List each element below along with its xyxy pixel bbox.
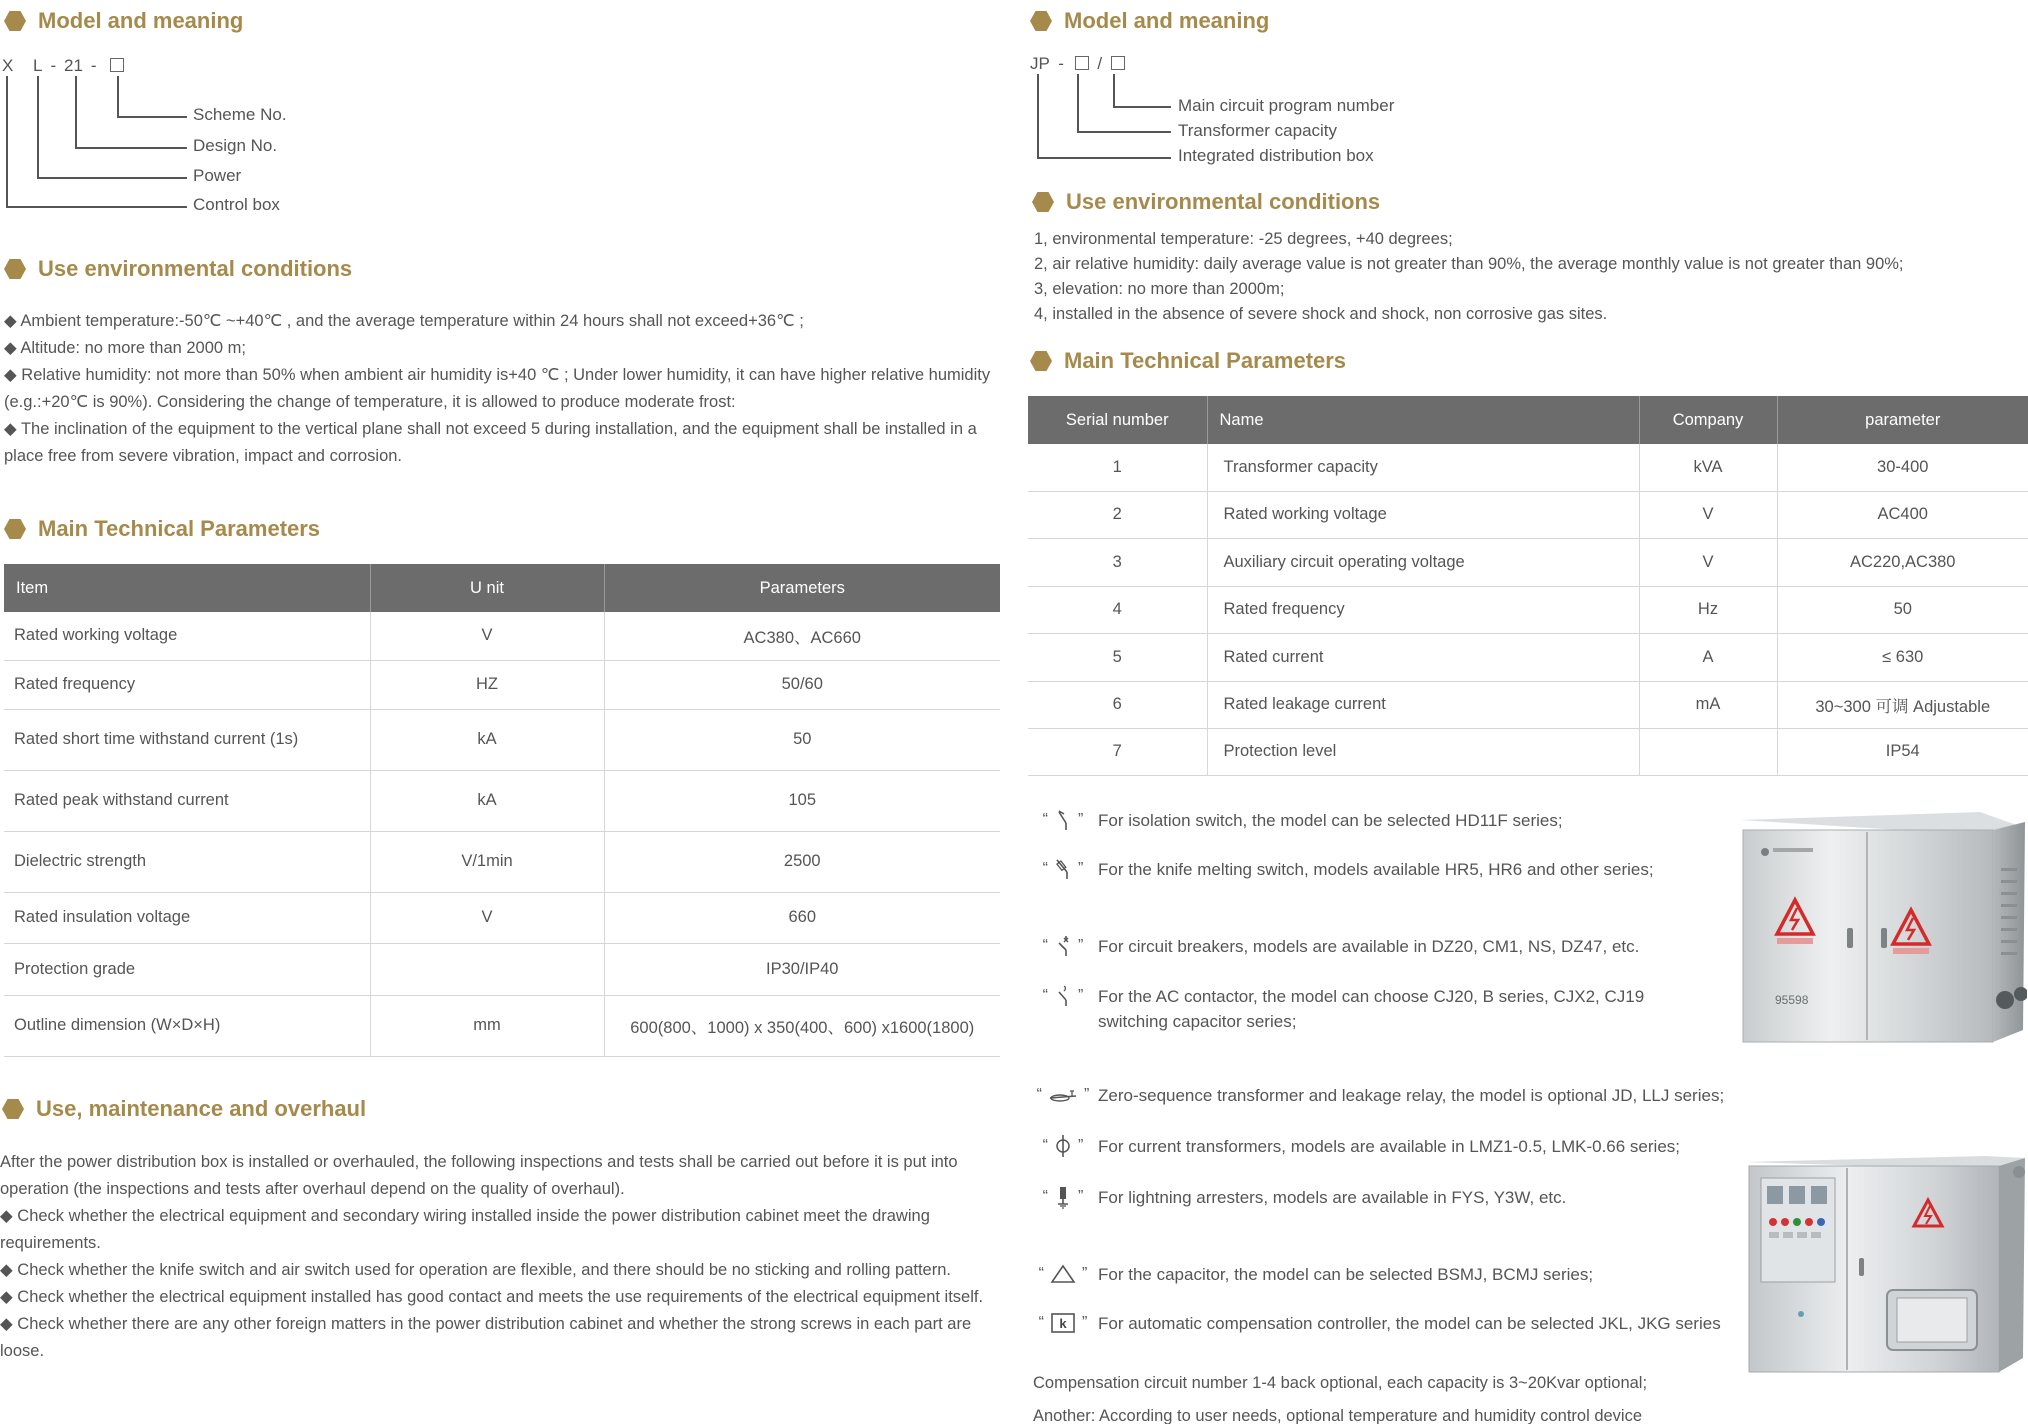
right-params-title: Main Technical Parameters — [1030, 348, 1346, 374]
caption-main-circuit-program-number: Main circuit program number — [1178, 96, 1395, 115]
caption-control-box: Control box — [193, 195, 280, 214]
code-placeholder-square — [1111, 56, 1125, 70]
caption-transformer-capacity: Transformer capacity — [1178, 121, 1338, 140]
right-model-title: Model and meaning — [1030, 8, 1269, 34]
knife-fuse-switch-symbol-icon — [1054, 857, 1072, 881]
caption-scheme-no: Scheme No. — [193, 105, 287, 124]
compensation-controller-k-symbol-icon — [1050, 1312, 1076, 1334]
table-row: 4 Rated frequency Hz 50 — [1028, 586, 2028, 633]
cabinet-label-95598: 95598 — [1775, 993, 1809, 1007]
table-row: 1 Transformer capacity kVA 30-400 — [1028, 444, 2028, 491]
circuit-breaker-symbol-icon — [1054, 934, 1072, 958]
code-part-jp: JP — [1030, 54, 1050, 73]
stainless-compensation-cabinet-image — [1735, 1148, 2027, 1378]
symbol-row-circuit-breaker: “ ” For circuit breakers, models are available in DZ20, CM1, NS, DZ47, etc. — [1028, 934, 1748, 959]
hexagon-bullet-icon — [4, 259, 26, 279]
caption-design-no: Design No. — [193, 136, 278, 155]
table-row: Rated frequency HZ 50/60 — [4, 660, 1000, 709]
hexagon-bullet-icon — [1032, 192, 1054, 212]
symbol-row-lightning-arrester: “ ” For lightning arresters, models are available in FYS, Y3W, etc. — [1028, 1185, 1748, 1210]
symbol-row-knife-fuse-switch: “ ” For the knife melting switch, models available HR5, HR6 and other series; — [1028, 857, 1748, 882]
symbol-row-zero-sequence-transformer: “ ” Zero-sequence transformer and leakage relay, the model is optional JD, LLJ series; — [1028, 1083, 1748, 1108]
hexagon-bullet-icon — [1030, 351, 1052, 371]
table-row: Rated short time withstand current (1s) kA 50 — [4, 709, 1000, 770]
caption-integrated-distribution-box: Integrated distribution box — [1178, 146, 1374, 165]
table-row: Rated peak withstand current kA 105 — [4, 770, 1000, 831]
right-env-title: Use environmental conditions — [1032, 189, 1380, 215]
table-row: Rated working voltage V AC380、AC660 — [4, 612, 1000, 660]
code-placeholder-square — [110, 58, 124, 72]
table-row: Outline dimension (W×D×H) mm 600(800、1000) x 350(400、600) x1600(1800) — [4, 995, 1000, 1056]
svg-text:k: k — [1059, 1316, 1067, 1331]
ac-contactor-symbol-icon — [1054, 984, 1072, 1008]
symbol-row-isolation-switch: “ ” For isolation switch, the model can be selected HD11F series; — [1028, 808, 1748, 833]
isolation-switch-symbol-icon — [1054, 808, 1072, 832]
symbol-row-current-transformer: “ ” For current transformers, models are available in LMZ1-0.5, LMK-0.66 series; — [1028, 1134, 1748, 1159]
table-row: Protection grade IP30/IP40 — [4, 943, 1000, 995]
right-params-table — [1028, 396, 2028, 776]
zero-sequence-transformer-symbol-icon — [1048, 1083, 1078, 1107]
left-maint-text: After the power distribution box is installed or overhauled, the following inspections and tests shall be carried out before it is put into operation (the inspections and tests after overhaul depend on the quality of overhaul). ◆ Check whether the electrical equipment and secondary wiring installed inside the power distribution cabinet meet the drawing requirements. ◆ Check whether the knife switch and air switch used for operation are flexible, and there should be no sticking and rolling pattern. ◆ Check whether the electrical equipment installed has good contact and meets the use requirements of the electrical equipment itself. ◆ Check whether there are any other foreign matters in the power distribution cabinet and whether the strong screws in each part are loose. — [0, 1153, 984, 1360]
table-row: Rated insulation voltage V 660 — [4, 892, 1000, 943]
hexagon-bullet-icon — [1030, 11, 1052, 31]
stainless-distribution-cabinet-image — [1735, 808, 2027, 1051]
table-row: 6 Rated leakage current mA 30~300 可调 Adjustable — [1028, 681, 2028, 728]
symbol-row-compensation-controller: “ k ” For automatic compensation controller, the model can be selected JKL, JKG series — [1038, 1314, 1721, 1333]
table-row: 2 Rated working voltage V AC400 — [1028, 491, 2028, 538]
caption-power: Power — [193, 166, 242, 185]
left-params-table — [4, 564, 1000, 1057]
table-row: 7 Protection level IP54 — [1028, 728, 2028, 775]
lightning-arrester-symbol-icon — [1054, 1185, 1072, 1209]
table-row: Dielectric strength V/1min 2500 — [4, 831, 1000, 892]
table-header-row: Item U nit Parameters — [4, 564, 1000, 612]
right-env-text: 1, environmental temperature: -25 degrees, +40 degrees; 2, air relative humidity: daily average value is not greater than 90%, the average monthly value is not greater than 90%; 3, elevation: no more than 2000m; 4, installed in the absence of severe shock and shock, non corrosive gas sites. — [1034, 230, 1904, 323]
current-transformer-symbol-icon — [1054, 1134, 1072, 1158]
hexagon-bullet-icon — [2, 1099, 24, 1119]
capacitor-triangle-symbol-icon — [1050, 1263, 1076, 1285]
left-env-title: Use environmental conditions — [4, 256, 352, 282]
code-part-l: L — [33, 56, 43, 75]
symbol-row-capacitor: “ ” For the capacitor, the model can be selected BSMJ, BCMJ series; — [1038, 1265, 1594, 1284]
symbol-row-ac-contactor: “ ” For the AC contactor, the model can choose CJ20, B series, CJX2, CJ19 switching capacitor series; — [1028, 984, 1748, 1034]
left-maint-title: Use, maintenance and overhaul — [2, 1096, 366, 1122]
hexagon-bullet-icon — [4, 11, 26, 31]
left-params-title: Main Technical Parameters — [4, 516, 320, 542]
left-model-title: Model and meaning — [4, 8, 243, 34]
code-placeholder-square — [1075, 56, 1089, 70]
code-part-x: X — [2, 56, 14, 75]
table-row: 5 Rated current A ≤ 630 — [1028, 633, 2028, 681]
table-header-row: Serial number Name Company parameter — [1028, 396, 2028, 444]
right-footer-text: Compensation circuit number 1-4 back optional, each capacity is 3~20Kvar optional; Another: According to user needs, optional temperature and humidity control device — [1033, 1374, 1648, 1424]
hexagon-bullet-icon — [4, 519, 26, 539]
left-env-text: ◆ Ambient temperature:-50℃ ~+40℃ , and the average temperature within 24 hours shall not exceed+36℃ ; ◆ Altitude: no more than 2000 m; ◆ Relative humidity: not more than 50% when ambient air humidity is+40 ℃ ; Under lower humidity, it can have higher relative humidity (e.g.:+20℃ is 90%). Considering the change of temperature, it is allowed to produce moderate frost: ◆ The inclination of the equipment to the vertical plane shall not exceed 5 during installation, and the equipment shall be installed in a place free from severe vibration, impact and corrosion. — [4, 312, 991, 465]
code-part-21: 21 — [64, 56, 83, 75]
table-row: 3 Auxiliary circuit operating voltage V AC220,AC380 — [1028, 538, 2028, 586]
